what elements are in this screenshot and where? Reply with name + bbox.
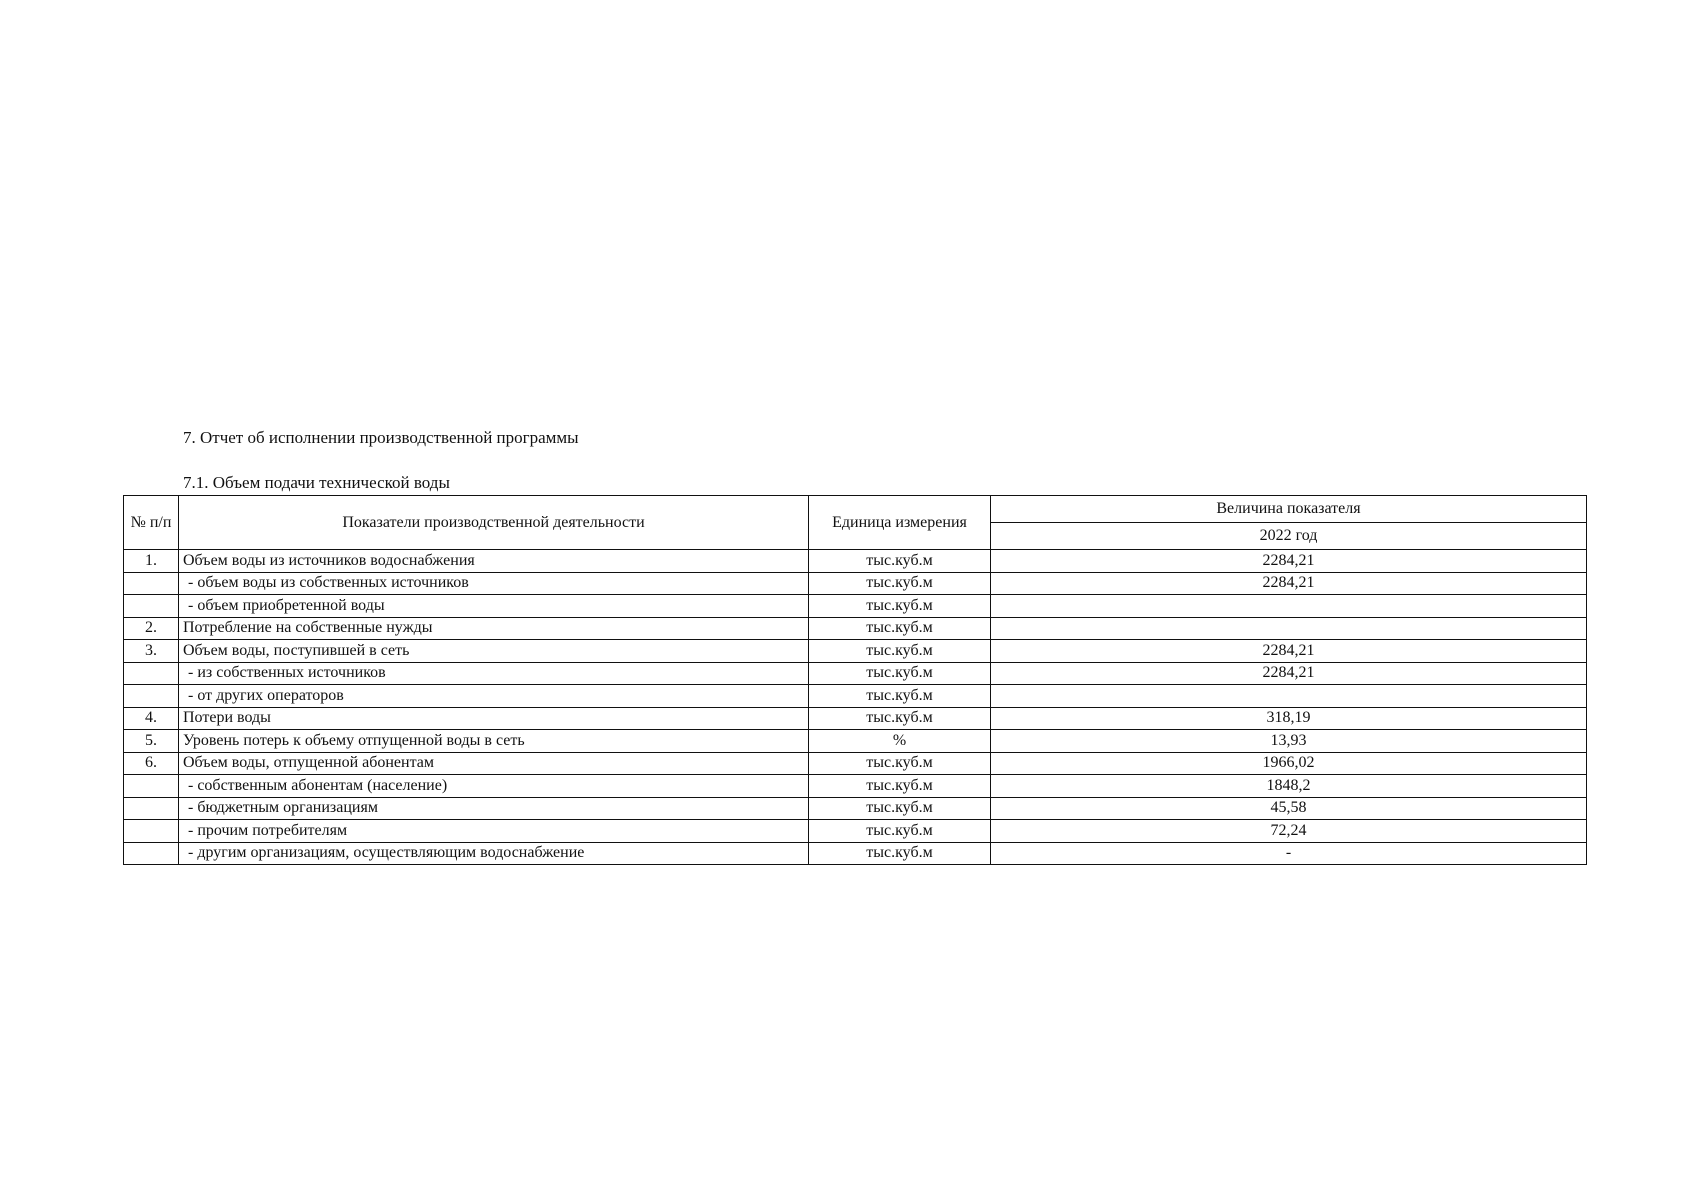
- row-unit: тыс.куб.м: [809, 775, 991, 798]
- header-indicator: Показатели производственной деятельности: [179, 496, 809, 550]
- row-value: 318,19: [991, 707, 1587, 730]
- row-value: 2284,21: [991, 662, 1587, 685]
- row-value: 1966,02: [991, 752, 1587, 775]
- row-indicator: - собственным абонентам (население): [179, 775, 809, 798]
- row-indicator: - от других операторов: [179, 685, 809, 708]
- row-indicator: Потребление на собственные нужды: [179, 617, 809, 640]
- row-unit: %: [809, 730, 991, 753]
- row-number: [124, 572, 179, 595]
- section-title: 7. Отчет об исполнении производственной программы: [183, 428, 579, 447]
- header-number: № п/п: [124, 496, 179, 550]
- row-value: [991, 685, 1587, 708]
- table-row: [124, 707, 1587, 730]
- table-row: [124, 617, 1587, 640]
- row-value: 1848,2: [991, 775, 1587, 798]
- subsection-title: 7.1. Объем подачи технической воды: [183, 473, 450, 492]
- row-number: 6.: [124, 752, 179, 775]
- row-unit: тыс.куб.м: [809, 595, 991, 618]
- header-row: [124, 496, 1587, 523]
- report-table: [123, 495, 1587, 865]
- header-year: 2022 год: [991, 523, 1587, 550]
- row-number: 3.: [124, 640, 179, 663]
- row-unit: тыс.куб.м: [809, 820, 991, 843]
- row-number: 4.: [124, 707, 179, 730]
- row-value: 45,58: [991, 797, 1587, 820]
- row-indicator: - объем приобретенной воды: [179, 595, 809, 618]
- row-value: [991, 617, 1587, 640]
- row-value: 72,24: [991, 820, 1587, 843]
- row-unit: тыс.куб.м: [809, 640, 991, 663]
- row-unit: тыс.куб.м: [809, 662, 991, 685]
- row-unit: тыс.куб.м: [809, 797, 991, 820]
- table-row: [124, 775, 1587, 798]
- row-value: 13,93: [991, 730, 1587, 753]
- table-row: [124, 842, 1587, 865]
- row-number: 5.: [124, 730, 179, 753]
- table-row: [124, 662, 1587, 685]
- row-number: [124, 685, 179, 708]
- row-number: [124, 820, 179, 843]
- row-value: 2284,21: [991, 640, 1587, 663]
- row-unit: тыс.куб.м: [809, 752, 991, 775]
- row-indicator: Объем воды, поступившей в сеть: [179, 640, 809, 663]
- row-unit: тыс.куб.м: [809, 572, 991, 595]
- table-row: [124, 595, 1587, 618]
- table-row: [124, 752, 1587, 775]
- table-row: [124, 640, 1587, 663]
- table-row: [124, 730, 1587, 753]
- row-indicator: Уровень потерь к объему отпущенной воды в сеть: [179, 730, 809, 753]
- table-row: [124, 685, 1587, 708]
- row-unit: тыс.куб.м: [809, 685, 991, 708]
- row-number: [124, 775, 179, 798]
- table-row: [124, 550, 1587, 573]
- table-row: [124, 820, 1587, 843]
- row-unit: тыс.куб.м: [809, 842, 991, 865]
- row-unit: тыс.куб.м: [809, 550, 991, 573]
- row-number: [124, 797, 179, 820]
- row-value: -: [991, 842, 1587, 865]
- row-number: [124, 595, 179, 618]
- row-value: 2284,21: [991, 572, 1587, 595]
- row-indicator: - объем воды из собственных источников: [179, 572, 809, 595]
- row-number: 2.: [124, 617, 179, 640]
- row-indicator: - из собственных источников: [179, 662, 809, 685]
- row-unit: тыс.куб.м: [809, 617, 991, 640]
- row-number: [124, 662, 179, 685]
- header-value-group: Величина показателя: [991, 496, 1587, 523]
- header-unit: Единица измерения: [809, 496, 991, 550]
- row-indicator: Потери воды: [179, 707, 809, 730]
- row-number: [124, 842, 179, 865]
- row-indicator: - бюджетным организациям: [179, 797, 809, 820]
- row-indicator: - другим организациям, осуществляющим водоснабжение: [179, 842, 809, 865]
- row-indicator: - прочим потребителям: [179, 820, 809, 843]
- table-row: [124, 797, 1587, 820]
- row-unit: тыс.куб.м: [809, 707, 991, 730]
- row-indicator: Объем воды из источников водоснабжения: [179, 550, 809, 573]
- row-value: 2284,21: [991, 550, 1587, 573]
- row-indicator: Объем воды, отпущенной абонентам: [179, 752, 809, 775]
- table-row: [124, 572, 1587, 595]
- row-value: [991, 595, 1587, 618]
- row-number: 1.: [124, 550, 179, 573]
